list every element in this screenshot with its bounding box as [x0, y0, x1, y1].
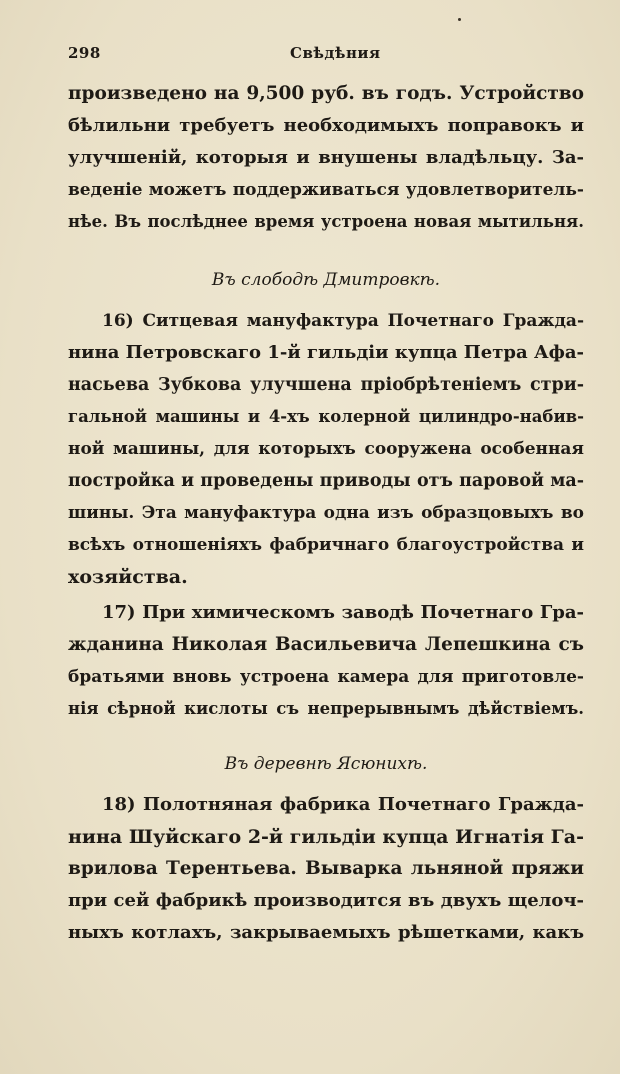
paragraph-16: [68, 305, 584, 593]
text-line: хозяйства.: [68, 566, 188, 588]
text-line: произведено на 9,500 руб. въ годъ. Устройство: [68, 83, 584, 104]
paragraph-continuation: [68, 78, 584, 238]
running-title: Свѣдѣния: [290, 44, 381, 62]
text-line: улучшеній, которыя и внушены владѣльцу. За-: [68, 147, 584, 168]
text-line: гальной машины и 4-хъ колерной цилиндро-набив-: [68, 407, 584, 426]
section-heading-dmitrovka: Въ слободѣ Дмитровкѣ.: [211, 270, 441, 290]
text-line: врилова Терентьева. Выварка льняной пряжи: [68, 858, 584, 879]
text-line: 17) При химическомъ заводѣ Почетнаго Гра-: [102, 602, 584, 623]
text-line: 16) Ситцевая мануфактура Почетнаго Гражда-: [102, 311, 584, 331]
text-line: нина Шуйскаго 2-й гильдіи купца Игнатія Га-: [68, 826, 584, 848]
text-line: постройка и проведены приводы отъ паровой ма-: [68, 471, 584, 491]
text-line: нія сѣрной кислоты съ непрерывнымъ дѣйствіемъ.: [68, 699, 584, 718]
text-line: бѣлильни требуетъ необходимыхъ поправокъ и: [68, 115, 584, 136]
text-line: ной машины, для которыхъ сооружена особенная: [68, 439, 584, 459]
text-line: нина Петровскаго 1-й гильдіи купца Петра Афа-: [68, 342, 584, 363]
text-line: ныхъ котлахъ, закрываемыхъ рѣшетками, какъ: [68, 922, 584, 943]
text-line: братьями вновь устроена камера для приготовле-: [68, 667, 584, 687]
print-speck: [458, 18, 461, 21]
page-number: 298: [68, 44, 101, 62]
text-line: жданина Николая Васильевича Лепешкина съ: [68, 634, 584, 655]
text-line: 18) Полотняная фабрика Почетнаго Гражда-: [102, 794, 584, 815]
page-header: [68, 44, 586, 68]
text-line: нѣе. Въ послѣднее время устроена новая мытильня.: [68, 212, 584, 231]
text-line: насьева Зубкова улучшена пріобрѣтеніемъ стри-: [68, 375, 584, 395]
paragraph-17: [68, 597, 584, 725]
text-line: шины. Эта мануфактура одна изъ образцовыхъ во: [68, 503, 584, 523]
text-line: веденіе можетъ поддерживаться удовлетворитель-: [68, 180, 584, 200]
paragraph-18: [68, 789, 584, 949]
text-line: при сей фабрикѣ производится въ двухъ щелоч-: [68, 890, 584, 911]
section-heading-yasyunikha: Въ деревнѣ Ясюнихѣ.: [224, 754, 428, 774]
text-line: всѣхъ отношеніяхъ фабричнаго благоустройства и: [68, 535, 584, 555]
